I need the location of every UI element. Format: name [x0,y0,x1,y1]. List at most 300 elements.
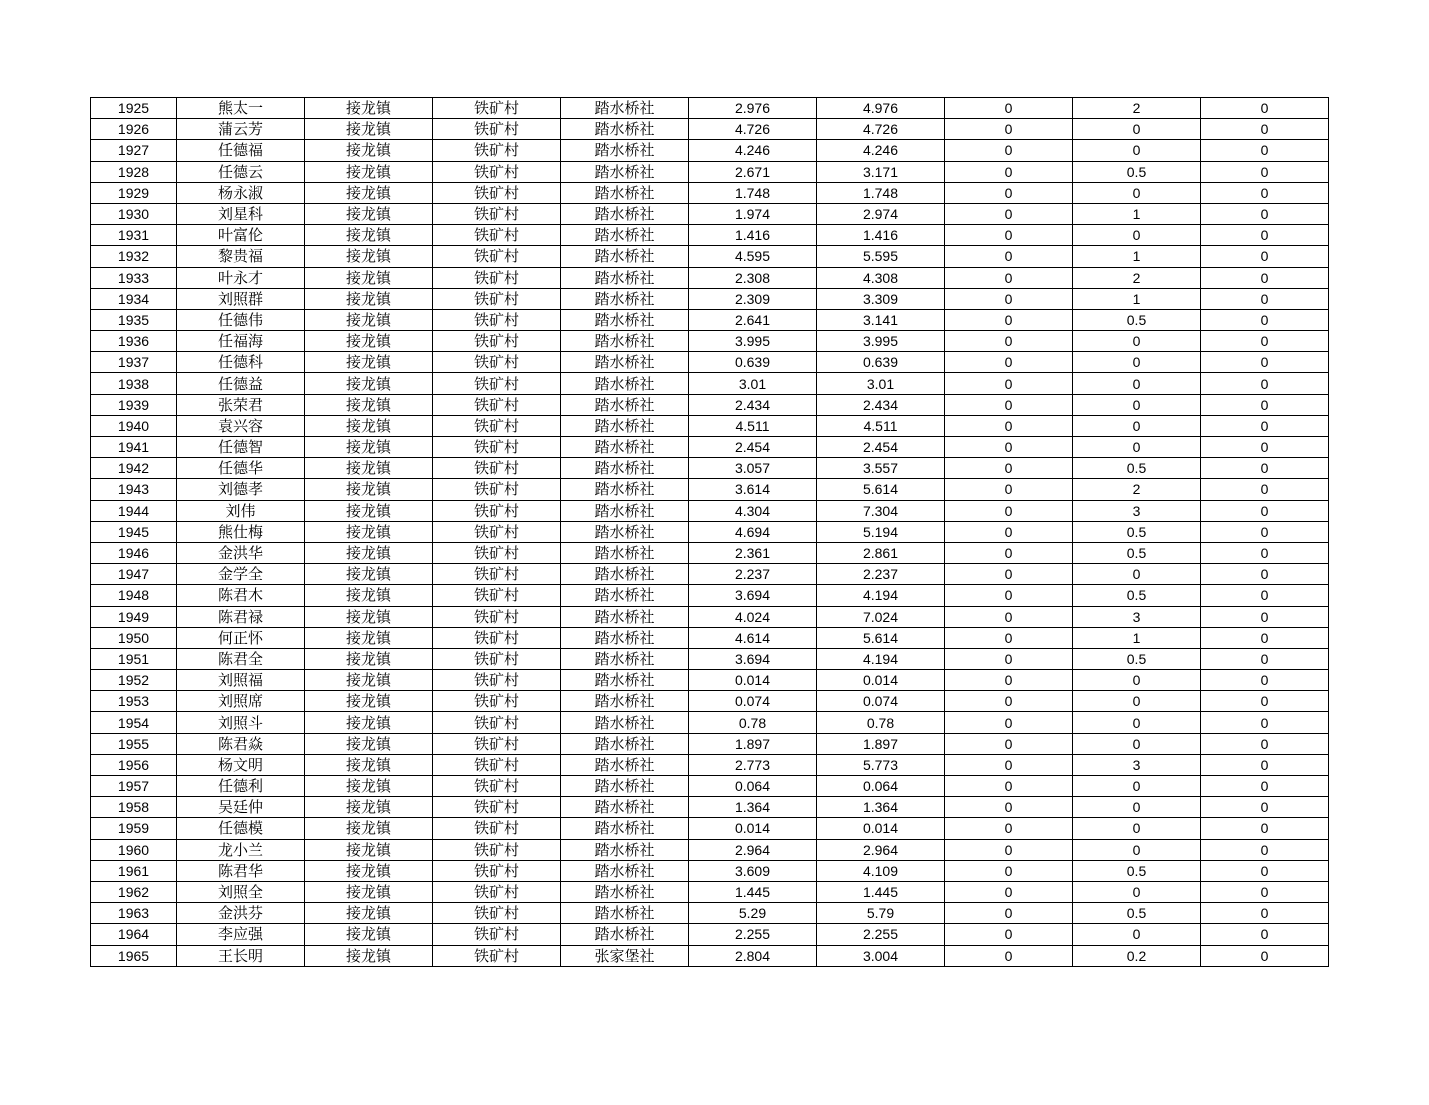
cell-group: 踏水桥社 [561,140,689,161]
cell-value-c: 0 [945,458,1073,479]
cell-owner-name: 蒲云芳 [177,119,305,140]
cell-value-e: 0 [1201,797,1329,818]
cell-value-a: 3.995 [689,331,817,352]
cell-owner-name: 任福海 [177,331,305,352]
cell-town: 接龙镇 [305,712,433,733]
cell-value-c: 0 [945,945,1073,966]
cell-value-b: 0.064 [817,776,945,797]
cell-value-d: 0 [1073,182,1201,203]
table-row [91,288,1329,309]
cell-owner-name: 金洪华 [177,542,305,563]
cell-value-e: 0 [1201,331,1329,352]
cell-town: 接龙镇 [305,373,433,394]
cell-value-c: 0 [945,542,1073,563]
cell-value-b: 4.726 [817,119,945,140]
cell-group: 踏水桥社 [561,754,689,775]
cell-town: 接龙镇 [305,521,433,542]
cell-value-a: 3.694 [689,648,817,669]
table-row [91,182,1329,203]
table-row [91,903,1329,924]
cell-value-d: 0 [1073,691,1201,712]
cell-value-c: 0 [945,564,1073,585]
cell-value-c: 0 [945,479,1073,500]
cell-value-a: 2.976 [689,98,817,119]
cell-group: 踏水桥社 [561,903,689,924]
cell-value-e: 0 [1201,521,1329,542]
cell-value-c: 0 [945,203,1073,224]
cell-value-b: 5.773 [817,754,945,775]
cell-town: 接龙镇 [305,564,433,585]
cell-town: 接龙镇 [305,288,433,309]
cell-village: 铁矿村 [433,648,561,669]
cell-value-a: 4.595 [689,246,817,267]
cell-value-a: 5.29 [689,903,817,924]
table-row [91,733,1329,754]
cell-row-number: 1941 [91,437,177,458]
cell-town: 接龙镇 [305,903,433,924]
cell-row-number: 1947 [91,564,177,585]
cell-value-b: 2.861 [817,542,945,563]
table-row [91,776,1329,797]
table-row [91,140,1329,161]
cell-value-e: 0 [1201,712,1329,733]
cell-value-c: 0 [945,288,1073,309]
cell-value-e: 0 [1201,903,1329,924]
cell-value-e: 0 [1201,924,1329,945]
cell-village: 铁矿村 [433,267,561,288]
cell-owner-name: 任德云 [177,161,305,182]
cell-value-d: 0 [1073,119,1201,140]
cell-town: 接龙镇 [305,776,433,797]
cell-value-d: 0 [1073,776,1201,797]
table-row [91,119,1329,140]
cell-town: 接龙镇 [305,225,433,246]
cell-village: 铁矿村 [433,881,561,902]
cell-value-d: 0.5 [1073,521,1201,542]
cell-value-c: 0 [945,797,1073,818]
cell-group: 踏水桥社 [561,458,689,479]
cell-owner-name: 叶富伦 [177,225,305,246]
cell-value-d: 1 [1073,203,1201,224]
cell-row-number: 1949 [91,606,177,627]
cell-village: 铁矿村 [433,839,561,860]
cell-value-a: 2.237 [689,564,817,585]
cell-value-c: 0 [945,818,1073,839]
cell-value-e: 0 [1201,733,1329,754]
cell-value-b: 7.304 [817,500,945,521]
cell-row-number: 1965 [91,945,177,966]
cell-owner-name: 刘德孝 [177,479,305,500]
cell-town: 接龙镇 [305,500,433,521]
cell-value-a: 4.694 [689,521,817,542]
cell-row-number: 1964 [91,924,177,945]
cell-value-e: 0 [1201,225,1329,246]
cell-value-e: 0 [1201,585,1329,606]
table-row [91,352,1329,373]
cell-value-d: 0.5 [1073,585,1201,606]
cell-group: 踏水桥社 [561,691,689,712]
cell-group: 踏水桥社 [561,606,689,627]
cell-village: 铁矿村 [433,754,561,775]
cell-value-c: 0 [945,225,1073,246]
cell-group: 踏水桥社 [561,521,689,542]
cell-group: 踏水桥社 [561,797,689,818]
cell-owner-name: 陈君焱 [177,733,305,754]
cell-row-number: 1931 [91,225,177,246]
cell-value-b: 5.614 [817,627,945,648]
cell-value-b: 1.445 [817,881,945,902]
cell-village: 铁矿村 [433,945,561,966]
cell-row-number: 1946 [91,542,177,563]
table-row [91,521,1329,542]
cell-value-d: 0 [1073,670,1201,691]
cell-value-b: 0.014 [817,818,945,839]
table-row [91,331,1329,352]
cell-village: 铁矿村 [433,691,561,712]
table-row [91,585,1329,606]
cell-value-e: 0 [1201,776,1329,797]
cell-value-a: 1.364 [689,797,817,818]
cell-town: 接龙镇 [305,924,433,945]
cell-owner-name: 龙小兰 [177,839,305,860]
cell-value-d: 3 [1073,754,1201,775]
table-row [91,881,1329,902]
cell-town: 接龙镇 [305,479,433,500]
cell-town: 接龙镇 [305,161,433,182]
cell-row-number: 1942 [91,458,177,479]
cell-value-a: 0.014 [689,818,817,839]
cell-owner-name: 张荣君 [177,394,305,415]
cell-owner-name: 任德华 [177,458,305,479]
cell-village: 铁矿村 [433,140,561,161]
cell-value-c: 0 [945,309,1073,330]
cell-village: 铁矿村 [433,437,561,458]
cell-town: 接龙镇 [305,627,433,648]
cell-owner-name: 陈君禄 [177,606,305,627]
table-row [91,415,1329,436]
cell-row-number: 1925 [91,98,177,119]
cell-group: 踏水桥社 [561,712,689,733]
table-row [91,648,1329,669]
table-row [91,246,1329,267]
cell-village: 铁矿村 [433,288,561,309]
cell-row-number: 1939 [91,394,177,415]
cell-value-a: 3.694 [689,585,817,606]
cell-group: 踏水桥社 [561,585,689,606]
cell-town: 接龙镇 [305,394,433,415]
cell-value-e: 0 [1201,246,1329,267]
table-row [91,542,1329,563]
cell-village: 铁矿村 [433,225,561,246]
cell-value-e: 0 [1201,352,1329,373]
cell-value-e: 0 [1201,203,1329,224]
table-row [91,500,1329,521]
cell-value-c: 0 [945,267,1073,288]
cell-village: 铁矿村 [433,860,561,881]
cell-value-d: 0.5 [1073,542,1201,563]
cell-value-c: 0 [945,331,1073,352]
cell-value-b: 1.416 [817,225,945,246]
cell-value-d: 0 [1073,839,1201,860]
cell-value-b: 4.194 [817,585,945,606]
cell-value-e: 0 [1201,288,1329,309]
cell-value-a: 0.639 [689,352,817,373]
cell-row-number: 1950 [91,627,177,648]
cell-value-e: 0 [1201,945,1329,966]
cell-value-b: 3.01 [817,373,945,394]
cell-value-a: 0.014 [689,670,817,691]
cell-value-c: 0 [945,648,1073,669]
cell-group: 踏水桥社 [561,860,689,881]
cell-group: 张家堡社 [561,945,689,966]
cell-village: 铁矿村 [433,415,561,436]
cell-group: 踏水桥社 [561,733,689,754]
cell-value-d: 0 [1073,394,1201,415]
cell-value-a: 1.974 [689,203,817,224]
cell-value-b: 4.109 [817,860,945,881]
cell-group: 踏水桥社 [561,564,689,585]
cell-owner-name: 金学全 [177,564,305,585]
cell-value-b: 1.897 [817,733,945,754]
cell-value-b: 0.074 [817,691,945,712]
cell-value-b: 0.014 [817,670,945,691]
cell-row-number: 1945 [91,521,177,542]
cell-village: 铁矿村 [433,670,561,691]
table-row [91,394,1329,415]
cell-group: 踏水桥社 [561,818,689,839]
cell-row-number: 1943 [91,479,177,500]
table-row [91,691,1329,712]
cell-value-b: 5.595 [817,246,945,267]
cell-village: 铁矿村 [433,458,561,479]
cell-value-a: 2.454 [689,437,817,458]
cell-village: 铁矿村 [433,733,561,754]
cell-owner-name: 刘伟 [177,500,305,521]
cell-owner-name: 任德福 [177,140,305,161]
cell-value-b: 4.511 [817,415,945,436]
cell-value-e: 0 [1201,648,1329,669]
cell-row-number: 1948 [91,585,177,606]
cell-owner-name: 金洪芬 [177,903,305,924]
cell-owner-name: 李应强 [177,924,305,945]
cell-value-e: 0 [1201,881,1329,902]
cell-value-d: 0.5 [1073,648,1201,669]
cell-value-d: 0 [1073,818,1201,839]
cell-group: 踏水桥社 [561,415,689,436]
cell-value-d: 0 [1073,373,1201,394]
table-row [91,839,1329,860]
cell-value-c: 0 [945,437,1073,458]
cell-group: 踏水桥社 [561,182,689,203]
cell-value-a: 1.897 [689,733,817,754]
cell-owner-name: 任德伟 [177,309,305,330]
cell-row-number: 1933 [91,267,177,288]
cell-value-e: 0 [1201,182,1329,203]
cell-value-a: 2.255 [689,924,817,945]
cell-value-b: 1.364 [817,797,945,818]
cell-town: 接龙镇 [305,860,433,881]
cell-town: 接龙镇 [305,733,433,754]
cell-group: 踏水桥社 [561,203,689,224]
cell-village: 铁矿村 [433,394,561,415]
cell-village: 铁矿村 [433,797,561,818]
cell-value-e: 0 [1201,394,1329,415]
cell-value-a: 3.057 [689,458,817,479]
cell-value-e: 0 [1201,161,1329,182]
cell-value-e: 0 [1201,818,1329,839]
table-row [91,479,1329,500]
table-row [91,627,1329,648]
table-row [91,754,1329,775]
cell-value-b: 5.614 [817,479,945,500]
cell-value-a: 2.434 [689,394,817,415]
cell-value-a: 4.024 [689,606,817,627]
cell-group: 踏水桥社 [561,437,689,458]
cell-value-e: 0 [1201,98,1329,119]
cell-value-a: 3.609 [689,860,817,881]
cell-value-e: 0 [1201,479,1329,500]
cell-value-a: 0.78 [689,712,817,733]
table-body [91,98,1329,967]
table-row [91,924,1329,945]
cell-village: 铁矿村 [433,479,561,500]
table-row [91,606,1329,627]
cell-town: 接龙镇 [305,839,433,860]
table-row [91,98,1329,119]
cell-town: 接龙镇 [305,818,433,839]
cell-value-c: 0 [945,521,1073,542]
cell-value-a: 4.614 [689,627,817,648]
cell-row-number: 1932 [91,246,177,267]
cell-owner-name: 任德益 [177,373,305,394]
cell-value-d: 0 [1073,924,1201,945]
cell-value-b: 4.246 [817,140,945,161]
cell-value-c: 0 [945,670,1073,691]
cell-value-e: 0 [1201,564,1329,585]
cell-value-c: 0 [945,119,1073,140]
cell-group: 踏水桥社 [561,267,689,288]
cell-village: 铁矿村 [433,818,561,839]
cell-value-e: 0 [1201,309,1329,330]
cell-value-a: 2.964 [689,839,817,860]
cell-group: 踏水桥社 [561,670,689,691]
cell-row-number: 1962 [91,881,177,902]
cell-value-e: 0 [1201,839,1329,860]
cell-value-c: 0 [945,500,1073,521]
cell-value-a: 4.246 [689,140,817,161]
cell-group: 踏水桥社 [561,776,689,797]
cell-value-d: 3 [1073,606,1201,627]
cell-value-b: 7.024 [817,606,945,627]
cell-group: 踏水桥社 [561,479,689,500]
cell-owner-name: 熊仕梅 [177,521,305,542]
cell-village: 铁矿村 [433,182,561,203]
cell-value-b: 0.78 [817,712,945,733]
cell-owner-name: 陈君木 [177,585,305,606]
cell-value-d: 2 [1073,267,1201,288]
cell-value-b: 2.964 [817,839,945,860]
cell-town: 接龙镇 [305,352,433,373]
cell-value-c: 0 [945,98,1073,119]
cell-town: 接龙镇 [305,437,433,458]
cell-value-c: 0 [945,161,1073,182]
cell-town: 接龙镇 [305,542,433,563]
cell-town: 接龙镇 [305,331,433,352]
cell-value-a: 1.445 [689,881,817,902]
cell-value-a: 2.309 [689,288,817,309]
cell-value-b: 0.639 [817,352,945,373]
cell-row-number: 1958 [91,797,177,818]
cell-value-d: 0 [1073,564,1201,585]
cell-value-c: 0 [945,924,1073,945]
cell-value-b: 4.976 [817,98,945,119]
cell-owner-name: 刘照群 [177,288,305,309]
cell-row-number: 1961 [91,860,177,881]
cell-village: 铁矿村 [433,776,561,797]
cell-row-number: 1936 [91,331,177,352]
cell-town: 接龙镇 [305,691,433,712]
cell-value-c: 0 [945,776,1073,797]
cell-value-e: 0 [1201,119,1329,140]
table-row [91,818,1329,839]
cell-town: 接龙镇 [305,797,433,818]
cell-value-d: 1 [1073,246,1201,267]
cell-value-c: 0 [945,352,1073,373]
cell-owner-name: 任德利 [177,776,305,797]
cell-value-c: 0 [945,394,1073,415]
table-row [91,373,1329,394]
cell-owner-name: 袁兴容 [177,415,305,436]
cell-value-d: 2 [1073,479,1201,500]
cell-row-number: 1937 [91,352,177,373]
cell-owner-name: 刘星科 [177,203,305,224]
cell-row-number: 1930 [91,203,177,224]
cell-group: 踏水桥社 [561,627,689,648]
cell-town: 接龙镇 [305,182,433,203]
cell-town: 接龙镇 [305,945,433,966]
cell-value-b: 3.309 [817,288,945,309]
cell-owner-name: 刘照斗 [177,712,305,733]
cell-value-d: 0.5 [1073,458,1201,479]
cell-village: 铁矿村 [433,246,561,267]
cell-owner-name: 杨永淑 [177,182,305,203]
cell-village: 铁矿村 [433,331,561,352]
cell-group: 踏水桥社 [561,309,689,330]
cell-value-b: 3.995 [817,331,945,352]
cell-owner-name: 刘照福 [177,670,305,691]
cell-value-a: 3.01 [689,373,817,394]
cell-owner-name: 刘照席 [177,691,305,712]
cell-village: 铁矿村 [433,585,561,606]
cell-village: 铁矿村 [433,542,561,563]
cell-value-b: 2.237 [817,564,945,585]
cell-town: 接龙镇 [305,267,433,288]
cell-value-d: 0 [1073,797,1201,818]
cell-value-a: 2.671 [689,161,817,182]
cell-group: 踏水桥社 [561,924,689,945]
cell-group: 踏水桥社 [561,352,689,373]
cell-owner-name: 陈君华 [177,860,305,881]
cell-value-b: 4.194 [817,648,945,669]
cell-value-e: 0 [1201,500,1329,521]
cell-value-a: 4.304 [689,500,817,521]
cell-value-a: 4.511 [689,415,817,436]
cell-row-number: 1960 [91,839,177,860]
cell-value-c: 0 [945,860,1073,881]
cell-village: 铁矿村 [433,500,561,521]
cell-value-c: 0 [945,585,1073,606]
cell-value-e: 0 [1201,415,1329,436]
